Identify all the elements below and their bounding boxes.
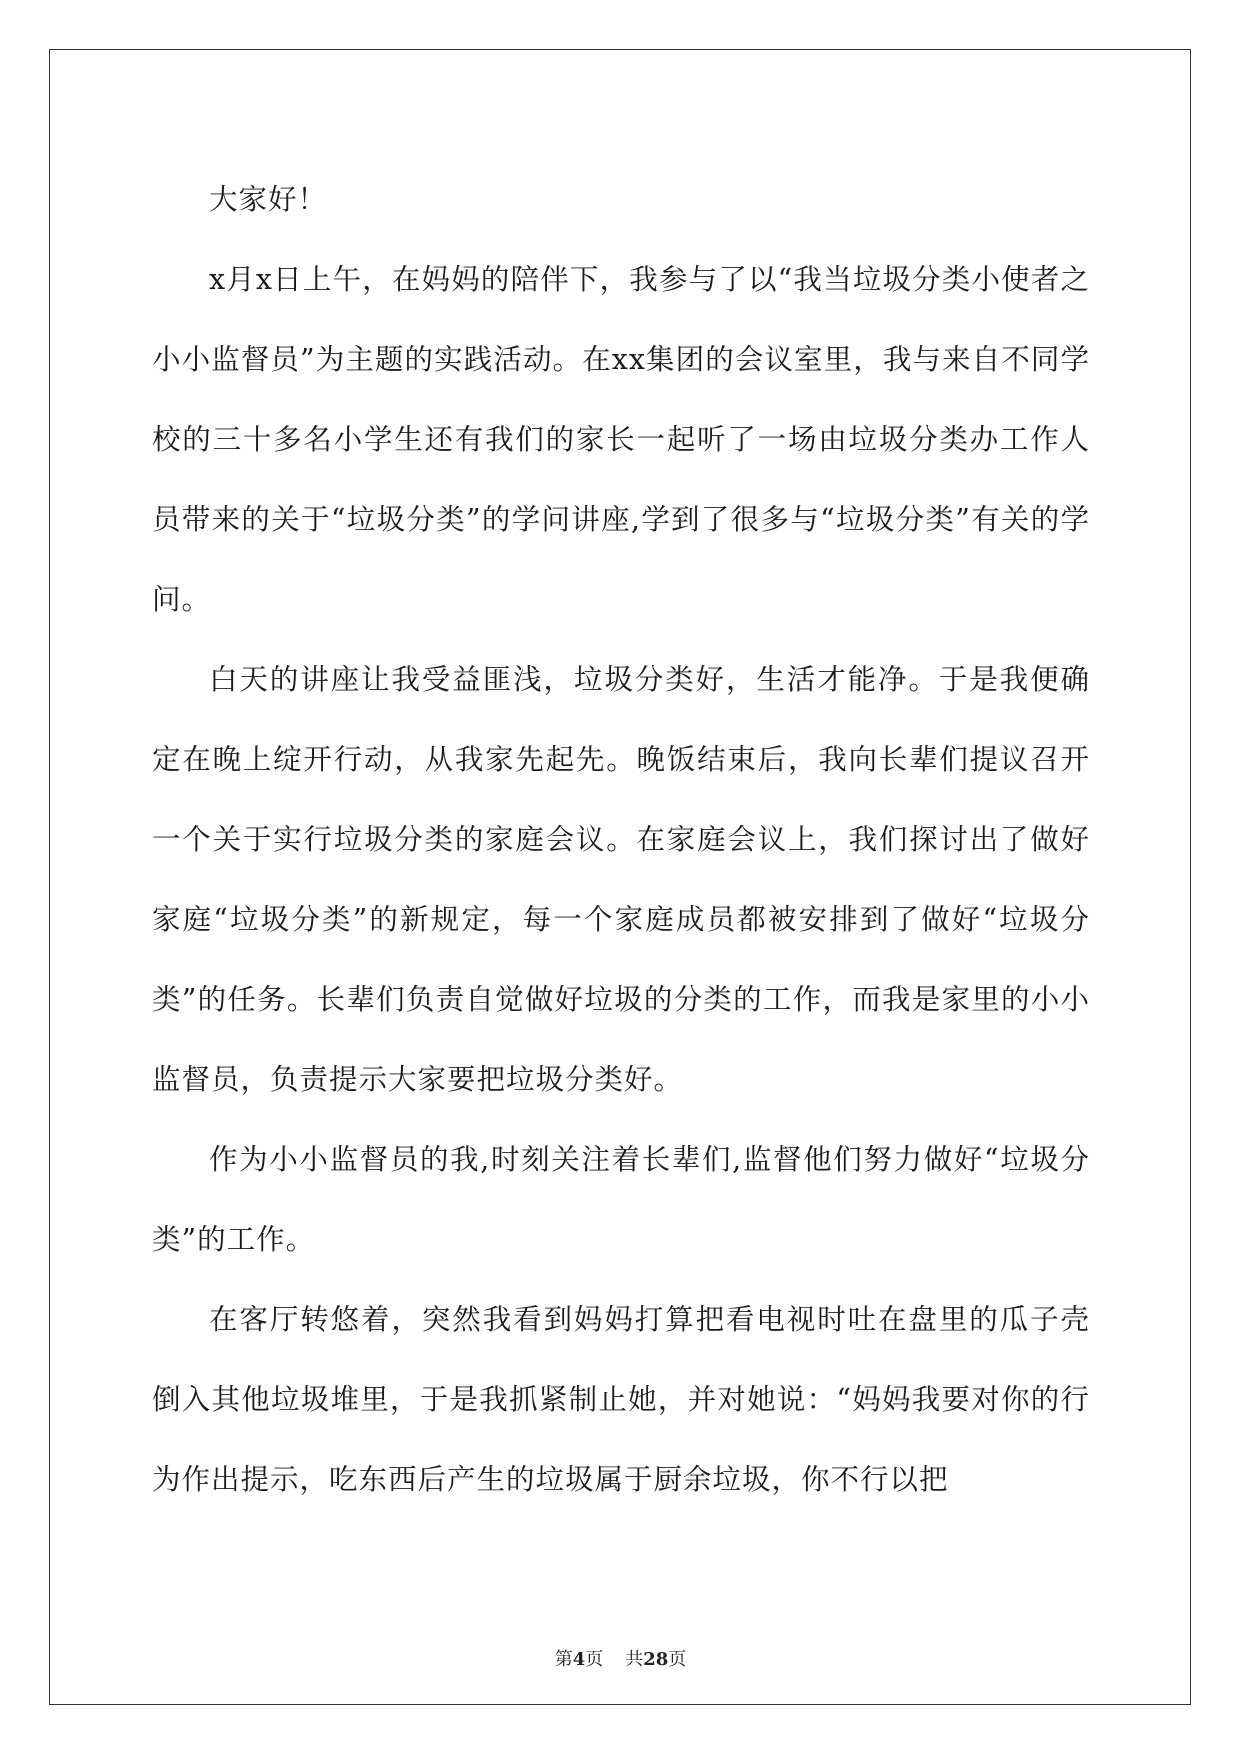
document-body	[152, 160, 1090, 1520]
page-footer	[0, 1645, 1241, 1671]
page-prefix: 第	[554, 1649, 573, 1670]
page-number: 4	[572, 1649, 586, 1670]
paragraph-greeting: 大家好！	[209, 183, 328, 216]
paragraph-4: 在客厅转悠着，突然我看到妈妈打算把看电视时吐在盘里的瓜子壳倒入其他垃圾堆里，于是我抓紧制止她，并对她说：“妈妈我要对你的行为作出提示，吃东西后产生的垃圾属于厨余垃圾，你不行以把	[152, 1303, 1090, 1496]
paragraph-3: 作为小小监督员的我,时刻关注着长辈们,监督他们努力做好“垃圾分类”的工作。	[152, 1143, 1090, 1256]
total-suffix: 页	[668, 1649, 687, 1670]
total-pages: 28	[643, 1649, 669, 1670]
total-prefix: 共	[625, 1649, 644, 1670]
page-suffix: 页	[585, 1649, 604, 1670]
paragraph-2: 白天的讲座让我受益匪浅，垃圾分类好，生活才能净。于是我便确定在晚上绽开行动，从我家先起先。晚饭结束后，我向长辈们提议召开一个关于实行垃圾分类的家庭会议。在家庭会议上，我们探讨出了做好家庭“垃圾分类”的新规定，每一个家庭成员都被安排到了做好“垃圾分类”的任务。长辈们负责自觉做好垃圾的分类的工作，而我是家里的小小监督员，负责提示大家要把垃圾分类好。	[152, 663, 1090, 1096]
paragraph-1: x月x日上午，在妈妈的陪伴下，我参与了以“我当垃圾分类小使者之小小监督员”为主题的实践活动。在xx集团的会议室里，我与来自不同学校的三十多名小学生还有我们的家长一起听了一场由垃圾分类办工作人员带来的关于“垃圾分类”的学问讲座,学到了很多与“垃圾分类”有关的学问。	[152, 263, 1090, 616]
